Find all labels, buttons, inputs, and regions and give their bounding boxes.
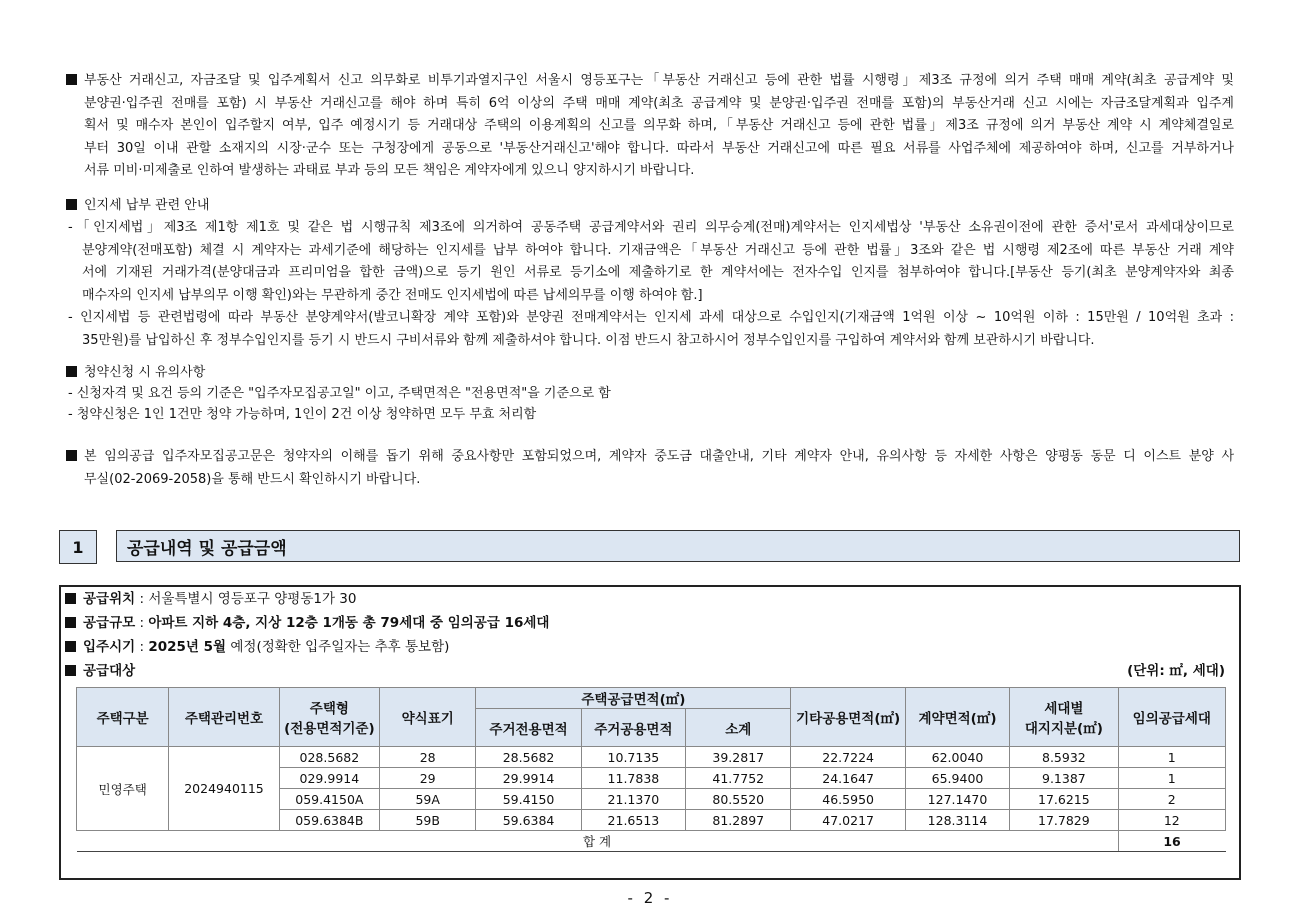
cell-common: 11.7838 xyxy=(581,768,685,789)
unit-note: (단위: ㎡, 세대) xyxy=(1127,663,1225,679)
cell-exclusive: 28.5682 xyxy=(476,747,581,768)
section-title: 공급내역 및 공급금액 xyxy=(116,530,1240,562)
square-bullet-icon xyxy=(65,593,76,604)
square-bullet-icon xyxy=(65,665,76,676)
total-label: 합 계 xyxy=(77,831,1119,852)
notice-line: 무실(02-2069-2058)을 통해 반드시 확인하시기 바랍니다. xyxy=(84,471,421,487)
cell-contract: 128.3114 xyxy=(905,810,1009,831)
cell-units: 1 xyxy=(1118,768,1225,789)
cell-common: 10.7135 xyxy=(581,747,685,768)
stamp-tax-title: 인지세 납부 관련 안내 xyxy=(66,196,209,216)
cell-other: 22.7224 xyxy=(791,747,905,768)
apply-notes-title: 청약신청 시 유의사항 xyxy=(66,363,205,383)
notice-line: 분양권·입주권 전매를 포함) 시 부동산 거래신고를 해야 하며 특히 6억 이상의 주택 매매 계약(최초 공급계약 및 분양권·입주권 전매를 포함)의 부동산거래 신고 시에는 자금조달계획과 입주계 xyxy=(84,95,1234,111)
cell-contract: 127.1470 xyxy=(905,789,1009,810)
cell-model: 029.9914 xyxy=(279,768,379,789)
cell-exclusive: 59.6384 xyxy=(476,810,581,831)
square-bullet-icon xyxy=(66,366,77,377)
cell-subtotal: 81.2897 xyxy=(686,810,791,831)
header-common: 주거공용면적 xyxy=(581,709,685,747)
cell-other: 24.1647 xyxy=(791,768,905,789)
header-contract: 계약면적(㎡) xyxy=(905,688,1009,747)
square-bullet-icon xyxy=(66,450,77,461)
cell-abbr: 29 xyxy=(380,768,476,789)
page-number: - 2 - xyxy=(627,889,673,907)
cell-exclusive: 59.4150 xyxy=(476,789,581,810)
header-land-share: 세대별 대지지분(㎡) xyxy=(1010,688,1118,747)
section-number: 1 xyxy=(59,530,97,564)
notice-line: 본 임의공급 입주자모집공고문은 청약자의 이해를 돕기 위해 중요사항만 포함되었으며, 계약자 중도금 대출안내, 기타 계약자 안내, 유의사항 등 자세한 사항은 양평동 동문 디 이스트 분양 사 xyxy=(66,446,1234,469)
cell-subtotal: 39.2817 xyxy=(686,747,791,768)
notice-line: 부터 30일 이내 관할 소재지의 시장·군수 또는 구청장에게 공동으로 '부동산거래신고'해야 합니다. 따라서 부동산 거래신고에 따른 필요 서류를 사업주체에 제공하여야 하며, 신고를 거부하거나 xyxy=(84,140,1234,156)
cell-abbr: 59B xyxy=(380,810,476,831)
cell-subtotal: 41.7752 xyxy=(686,768,791,789)
header-house-type: 주택구분 xyxy=(77,688,169,747)
cell-land: 17.6215 xyxy=(1010,789,1118,810)
cell-common: 21.1370 xyxy=(581,789,685,810)
notice-line: - 인지세법 등 관련법령에 따라 부동산 분양계약서(발코니확장 계약 포함)와 분양권 전매계약서는 인지세 과세 대상으로 수입인지(기재금액 1억원 이상 ~ 10억원 이하 : 15만원 / 10억원 초과 : xyxy=(68,310,1234,325)
header-supply-area: 주택공급면적(㎡) xyxy=(476,688,791,709)
cell-common: 21.6513 xyxy=(581,810,685,831)
header-model: 주택형 (전용면적기준) xyxy=(279,688,379,747)
notice-line: 35만원)를 납입하신 후 정부수입인지를 등기 시 반드시 구비서류와 함께 제출하셔야 합니다. 이점 반드시 참고하시어 정부수입인지를 구입하여 계약서와 함께 보관하시기 바랍니다. xyxy=(82,332,1095,348)
cell-manage-no: 2024940115 xyxy=(169,747,279,831)
cell-subtotal: 80.5520 xyxy=(686,789,791,810)
header-exclusive: 주거전용면적 xyxy=(476,709,581,747)
apply-note-line: - 청약신청은 1인 1건만 청약 가능하며, 1인이 2건 이상 청약하면 모두 무효 처리함 xyxy=(68,407,537,422)
header-abbr: 약식표기 xyxy=(380,688,476,747)
cell-abbr: 28 xyxy=(380,747,476,768)
total-value: 16 xyxy=(1118,831,1225,852)
notice-line: 서류 미비·미제출로 인하여 발생하는 과태료 부과 등의 모든 책임은 계약자에게 있으니 양지하시기 바랍니다. xyxy=(84,163,695,178)
info-location: 공급위치 : 서울특별시 영등포구 양평동1가 30 xyxy=(65,587,357,607)
cell-contract: 62.0040 xyxy=(905,747,1009,768)
notice-line: 획서 및 매수자 본인이 입주할지 여부, 입주 예정시기 등 거래대상 주택의 이용계획의 신고를 의무화 하며,「부동산 거래신고 등에 관한 법률」제3조 규정에 의거 부동산 계약 시 계약체결일로 xyxy=(84,118,1234,133)
notice-contact xyxy=(66,446,1234,491)
cell-model: 059.4150A xyxy=(279,789,379,810)
cell-house-type: 민영주택 xyxy=(77,747,169,831)
cell-model: 059.6384B xyxy=(279,810,379,831)
cell-units: 1 xyxy=(1118,747,1225,768)
supply-info-box xyxy=(59,585,1241,880)
info-scale: 공급규모 : 아파트 지하 4층, 지상 12층 1개동 총 79세대 중 임의공급 16세대 xyxy=(65,611,549,631)
table-row xyxy=(77,747,1226,768)
section-header xyxy=(59,530,1242,564)
notice-line: 분양계약(전매포함) 체결 시 계약자는 과세기준에 해당하는 인지세를 납부 하여야 합니다. 기재금액은「부동산 거래신고 등에 관한 법률」3조와 같은 법 시행령 제2조에 따른 부동산 거래 계약 xyxy=(82,242,1234,258)
stamp-tax-notice xyxy=(68,217,1234,352)
square-bullet-icon xyxy=(66,74,77,85)
notice-line: 서에 기재된 거래가격(분양대금과 프리미엄을 합한 금액)으로 등기 원인 서류로 등기소에 제출하기로 한 계약서에는 전자수입 인지를 첨부하여야 합니다.[부동산 등기(최초 분양계약자와 최종 xyxy=(82,265,1234,280)
apply-note-line: - 신청자격 및 요건 등의 기준은 "입주자모집공고일" 이고, 주택면적은 "전용면적"을 기준으로 함 xyxy=(68,386,611,401)
notice-real-estate-report xyxy=(66,70,1234,183)
square-bullet-icon xyxy=(65,617,76,628)
cell-other: 46.5950 xyxy=(791,789,905,810)
supply-table xyxy=(76,687,1226,852)
cell-land: 8.5932 xyxy=(1010,747,1118,768)
square-bullet-icon xyxy=(65,641,76,652)
cell-model: 028.5682 xyxy=(279,747,379,768)
cell-land: 9.1387 xyxy=(1010,768,1118,789)
header-subtotal: 소계 xyxy=(686,709,791,747)
info-movein: 입주시기 : 2025년 5월 예정(정확한 입주일자는 추후 통보함) xyxy=(65,635,449,655)
cell-other: 47.0217 xyxy=(791,810,905,831)
cell-abbr: 59A xyxy=(380,789,476,810)
notice-line: -「인지세법」제3조 제1항 제1호 및 같은 법 시행규칙 제3조에 의거하여 공동주택 공급계약서와 권리 의무승계(전매)계약서는 인지세법상 '부동산 소유권이전에 관한 증서'로서 과세대상이므로 xyxy=(68,220,1234,235)
info-target: 공급대상 xyxy=(65,659,135,679)
notice-line: 매수자의 인지세 납부의무 이행 확인)와는 무관하게 중간 전매도 인지세법에 따른 납세의무를 이행 하여야 함.] xyxy=(82,287,703,303)
cell-land: 17.7829 xyxy=(1010,810,1118,831)
cell-exclusive: 29.9914 xyxy=(476,768,581,789)
header-units: 임의공급세대 xyxy=(1118,688,1225,747)
cell-contract: 65.9400 xyxy=(905,768,1009,789)
header-manage-no: 주택관리번호 xyxy=(169,688,279,747)
cell-units: 2 xyxy=(1118,789,1225,810)
total-row xyxy=(77,831,1226,852)
square-bullet-icon xyxy=(66,199,77,210)
cell-units: 12 xyxy=(1118,810,1225,831)
notice-line: 부동산 거래신고, 자금조달 및 입주계획서 신고 의무화로 비투기과열지구인 서울시 영등포구는「부동산 거래신고 등에 관한 법률 시행령」제3조 규정에 의거 주택 매매 계약(최초 공급계약 및 xyxy=(66,70,1234,93)
header-other-common: 기타공용면적(㎡) xyxy=(791,688,905,747)
